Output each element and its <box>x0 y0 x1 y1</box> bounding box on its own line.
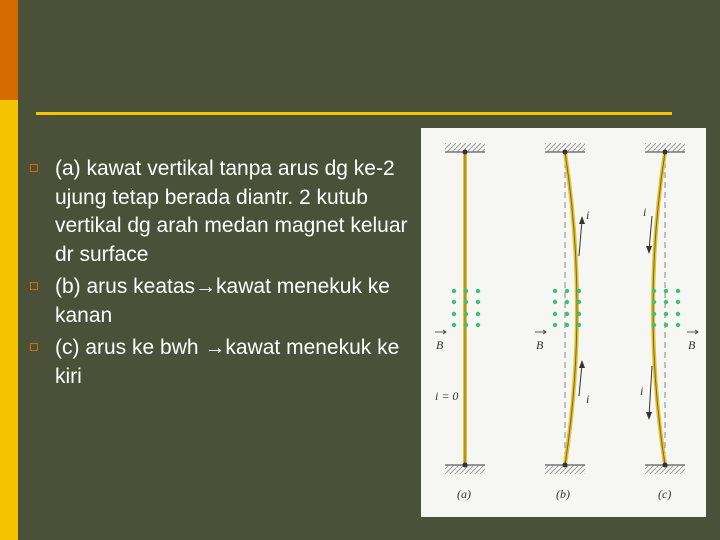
square-bullet-icon <box>30 282 38 290</box>
title-underline <box>36 112 672 115</box>
square-bullet-icon <box>30 343 38 351</box>
current-label: i <box>643 205 647 219</box>
bullet-item <box>30 155 420 269</box>
square-bullet-icon <box>30 164 38 172</box>
current-label: i <box>586 392 590 406</box>
left-accent-bar-top <box>0 0 18 100</box>
panel-c <box>640 143 698 501</box>
panel-a <box>435 143 485 501</box>
bullet-text: (b) arus keatas→kawat menekuk ke kanan <box>55 275 390 327</box>
field-label: B <box>536 338 544 352</box>
zero-current-label: i = 0 <box>435 389 459 403</box>
bullet-item <box>30 334 420 391</box>
bullet-list <box>30 155 420 395</box>
current-label: i <box>586 208 590 222</box>
current-label: i <box>640 384 644 398</box>
field-dots <box>652 289 680 327</box>
bullet-text: (c) arus ke bwh →kawat menekuk ke kiri <box>55 336 400 388</box>
panel-label-b: (b) <box>556 487 570 501</box>
wire-magnetic-field-figure <box>421 128 706 517</box>
panel-label-a: (a) <box>457 487 471 501</box>
bullet-item <box>30 273 420 330</box>
bullet-text: (a) kawat vertikal tanpa arus dg ke-2 ujung tetap berada diantr. 2 kutub vertikal dg arah medan magnet keluar dr surface <box>55 157 408 266</box>
field-label: B <box>436 338 444 352</box>
current-up-arrow-icon <box>579 216 585 396</box>
field-label: B <box>688 338 696 352</box>
panel-label-c: (c) <box>658 487 672 501</box>
panel-b <box>535 143 589 501</box>
wire-diagram <box>421 128 706 517</box>
